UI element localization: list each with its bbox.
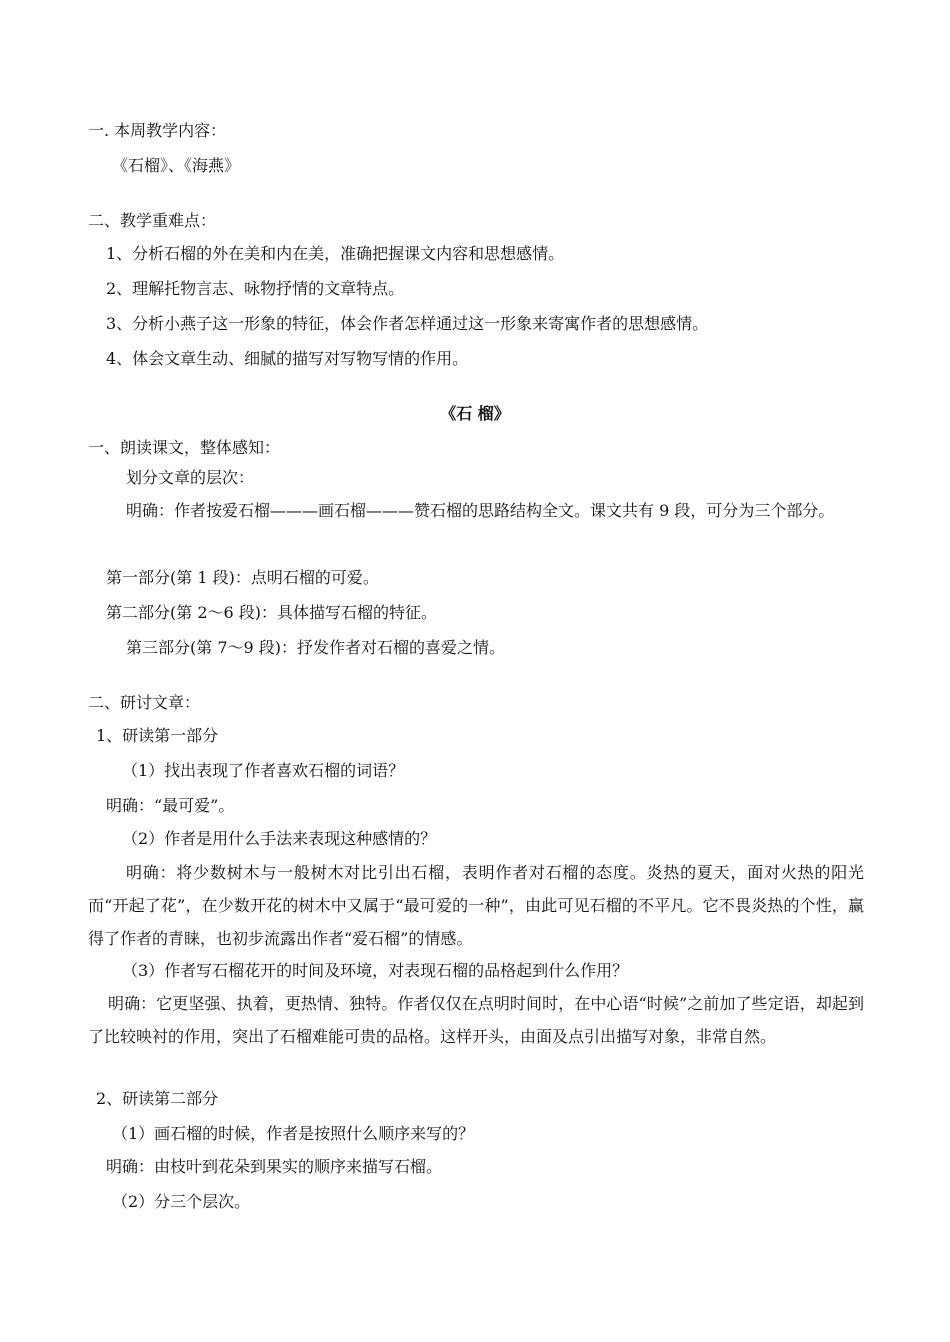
answer-3: 明确：它更坚强、执着，更热情、独特。作者仅仅在点明时间时，在中心语“时候”之前加了些定语，却起到了比较映衬的作用，突出了石榴难能可贵的品格。这样开头，由面及点引出描写对象，非常自然。 [88,994,864,1046]
part1-heading: 一、朗读课文，整体感知： [88,438,281,457]
week-texts: 《石榴》、《海燕》 [112,156,241,175]
week-heading: 一. 本周教学内容： [88,121,227,140]
difficulty-item-4: 4、体会文章生动、细腻的描写对写物写情的作用。 [106,349,469,368]
part1-sub: 划分文章的层次： [126,468,255,487]
section-3: 第三部分(第 7～9 段)：抒发作者对石榴的喜爱之情。 [126,638,506,657]
part2-heading: 二、研讨文章： [88,693,201,712]
difficulty-item-3: 3、分析小燕子这一形象的特征，体会作者怎样通过这一形象来寄寓作者的思想感情。 [106,314,709,333]
answer-4: 明确：由枝叶到花朵到果实的顺序来描写石榴。 [106,1157,443,1176]
difficulties-heading: 二、教学重难点： [88,211,217,230]
question-3: （3）作者写石榴花开的时间及环境，对表现石榴的品格起到什么作用？ [122,961,629,980]
difficulty-item-2: 2、理解托物言志、咏物抒情的文章特点。 [106,279,405,298]
lesson-title: 《石 榴》 [440,404,510,423]
difficulty-item-1: 1、分析石榴的外在美和内在美，准确把握课文内容和思想感情。 [106,244,565,263]
part2-s2-heading: 2、研读第二部分 [96,1089,219,1108]
question-2: （2）作者是用什么手法来表现这种感情的？ [122,829,437,848]
section-2: 第二部分(第 2～6 段)：具体描写石榴的特征。 [106,603,438,622]
section-1: 第一部分(第 1 段)：点明石榴的可爱。 [106,568,379,587]
answer-1: 明确：“最可爱”。 [106,796,235,815]
part2-s1-heading: 1、研读第一部分 [96,726,219,745]
question-4: （1）画石榴的时候，作者是按照什么顺序来写的？ [112,1124,475,1143]
question-5: （2）分三个层次。 [112,1192,251,1211]
part1-answer: 明确：作者按爱石榴———画石榴———赞石榴的思路结构全文。课文共有 9 段，可分为三个部分。 [126,501,835,520]
answer-2: 明确：将少数树木与一般树木对比引出石榴，表明作者对石榴的态度。炎热的夏天，面对火热的阳光而“开起了花”，在少数开花的树木中又属于“最可爱的一种”，由此可见石榴的不平凡。它不畏炎热的个性，赢得了作者的青睐，也初步流露出作者“爱石榴”的情感。 [88,863,864,948]
question-1: （1）找出表现了作者喜欢石榴的词语？ [122,761,405,780]
